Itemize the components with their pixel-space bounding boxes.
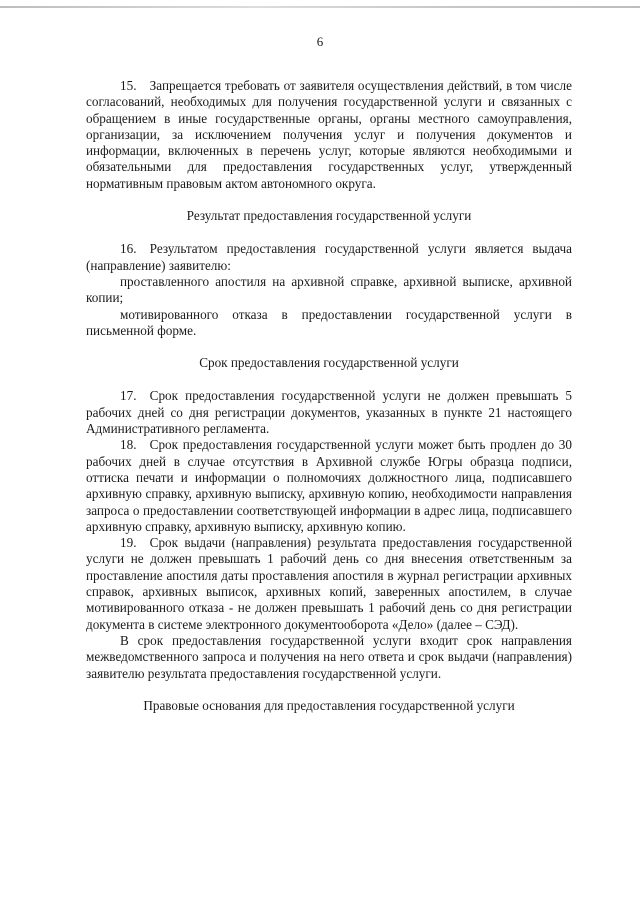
- section-heading-legal-basis: Правовые основания для предоставления государственной услуги: [143, 697, 515, 713]
- page-number: 6: [316, 34, 324, 49]
- document-body: [86, 78, 572, 714]
- paragraph-18: 18. Срок предоставления государственной услуги может быть продлен до 30 рабочих дней в случае отсутствия в Архивной службе Югры образца подписи, оттиска печати и информации о полномочиях должностного лица, подписавшего архивную справку, архивную выписку, архивную копию, необходимости направления запроса о предоставлении соответствующей информации в адрес лица, подписавшего архивную справку, архивную выписку, архивную копию.: [86, 437, 572, 534]
- paragraph-16-item-apostille: проставленного апостиля на архивной справке, архивной выписке, архивной копии;: [86, 273, 572, 306]
- paragraph-16: 16. Результатом предоставления государственной услуги является выдача (направление) заявителю:: [86, 241, 572, 273]
- paragraph-19-term-note: В срок предоставления государственной услуги входит срок направления межведомственного запроса и получения на него ответа и срок выдачи (направления) заявителю результата предоставления государственной услуги.: [86, 632, 572, 681]
- paragraph-16-item-refusal: мотивированного отказа в предоставлении государственной услуги в письменной форме.: [86, 306, 572, 338]
- paragraph-15: 15. Запрещается требовать от заявителя осуществления действий, в том числе согласований, необходимых для получения государственной услуги и связанных с обращением в иные государственные органы, органы местного самоуправления, организации, за исключением получения услуг и получения документов и информации, включенных в перечень услуг, которые являются необходимыми и обязательными для предоставления государственных услуг, утвержденный нормативным правовым актом автономного округа.: [86, 78, 572, 191]
- paragraph-17: 17. Срок предоставления государственной услуги не должен превышать 5 рабочих дней со дня регистрации документов, указанных в пункте 21 настоящего Административного регламента.: [86, 388, 572, 437]
- section-heading-term: Срок предоставления государственной услуги: [199, 355, 459, 371]
- paragraph-19: 19. Срок выдачи (направления) результата предоставления государственной услуги не должен превышать 1 рабочий день со дня внесения ответственным за проставление апостиля даты проставления апостиля в журнал регистрации архивных справок, архивных выписок, архивных копий, заверенных апостилем, в случае мотивированного отказа - не должен превышать 1 рабочий день со дня регистрации документа в системе электронного документооборота «Дело» (далее – СЭД).: [86, 535, 572, 632]
- section-heading-result: Результат предоставления государственной услуги: [186, 208, 472, 224]
- page-top-rule: [0, 6, 640, 8]
